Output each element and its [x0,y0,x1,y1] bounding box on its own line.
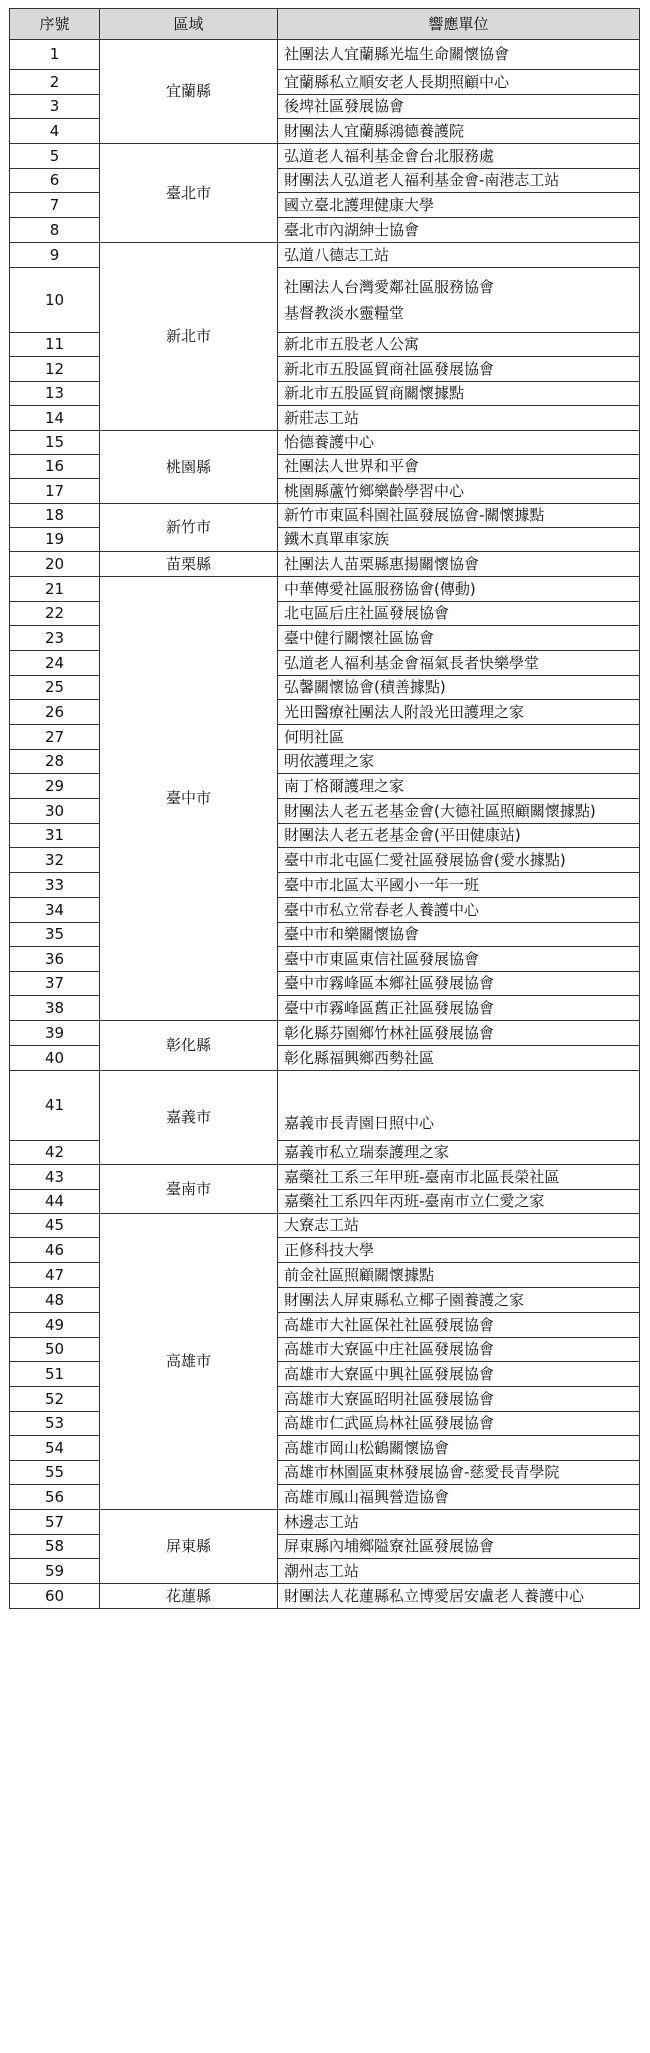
unit-name: 新竹市東區科園社區發展協會-關懷據點 [284,506,545,524]
region-cell: 臺北市 [100,144,278,243]
region-cell: 臺中市 [100,577,278,1021]
unit-name: 怡德養護中心 [284,433,375,451]
unit-cell [278,750,640,774]
unit-name: 臺中市北區太平國小一年一班 [284,875,480,894]
unit-cell [278,676,640,700]
table-row [10,1165,640,1190]
row-number: 11 [10,333,100,357]
row-number: 9 [10,243,100,268]
table-row [10,1214,640,1238]
unit-cell [278,119,640,144]
row-number: 59 [10,1559,100,1584]
unit-cell [278,40,640,70]
unit-name: 社團法人世界和平會 [284,457,420,475]
unit-name: 大寮志工站 [284,1216,360,1234]
row-number: 8 [10,218,100,243]
unit-name: 正修科技大學 [284,1240,375,1259]
unit-cell [278,602,640,626]
unit-name: 彰化縣福興鄉西勢社區 [284,1048,435,1067]
unit-cell [278,824,640,848]
unit-cell [278,873,640,898]
unit-cell [278,406,640,431]
unit-name: 明依護理之家 [284,752,375,770]
unit-name: 財團法人花蓮縣私立博愛居安盧老人養護中心 [284,1586,585,1605]
unit-cell [278,144,640,169]
unit-cell [278,1141,640,1165]
row-number: 58 [10,1535,100,1559]
row-number: 22 [10,602,100,626]
unit-name: 潮州志工站 [284,1561,360,1580]
unit-name: 南丁格爾護理之家 [284,776,405,795]
row-number: 6 [10,169,100,193]
row-number: 12 [10,357,100,382]
row-number: 47 [10,1263,100,1288]
unit-name: 何明社區 [284,727,345,746]
row-number: 7 [10,193,100,218]
row-number: 31 [10,824,100,848]
unit-cell [278,1313,640,1338]
unit-name: 嘉藥社工系四年丙班-臺南市立仁愛之家 [284,1192,545,1210]
unit-cell [278,1021,640,1046]
row-number: 23 [10,626,100,651]
unit-name: 臺中市私立常春老人養護中心 [284,900,480,919]
row-number: 48 [10,1288,100,1313]
row-number: 15 [10,431,100,455]
unit-cell [278,1584,640,1609]
row-number: 26 [10,700,100,725]
row-number: 1 [10,40,100,70]
row-number: 43 [10,1165,100,1190]
unit-name: 高雄市大寮區中庄社區發展協會 [284,1340,495,1358]
unit-cell [278,479,640,504]
unit-cell [278,357,640,382]
row-number: 37 [10,972,100,996]
row-number: 41 [10,1071,100,1141]
unit-cell [278,725,640,750]
unit-name: 臺中市和樂關懷協會 [284,925,420,943]
table-row [10,1510,640,1535]
unit-name: 林邊志工站 [284,1512,360,1531]
unit-cell [278,1046,640,1071]
unit-cell [278,651,640,676]
unit-name: 社團法人台灣愛鄰社區服務協會 [284,278,495,296]
unit-name: 財團法人弘道老人福利基金會-南港志工站 [284,171,560,189]
row-number: 57 [10,1510,100,1535]
unit-name: 臺中市東區東信社區發展協會 [284,949,480,968]
unit-cell [278,169,640,193]
unit-cell [278,504,640,528]
unit-name: 財團法人老五老基金會(平田健康站) [284,826,521,844]
unit-cell [278,268,640,333]
unit-name: 財團法人宜蘭縣鴻德養護院 [284,121,465,140]
row-number: 35 [10,923,100,947]
unit-cell [278,1387,640,1412]
unit-name: 高雄市林園區東林發展協會-慈愛長青學院 [284,1463,560,1481]
row-number: 53 [10,1412,100,1436]
unit-cell [278,1412,640,1436]
row-number: 3 [10,95,100,119]
unit-cell [278,1535,640,1559]
unit-name: 弘馨關懷協會(積善據點) [284,678,446,696]
unit-cell [278,528,640,552]
unit-cell [278,1071,640,1141]
unit-name: 國立臺北護理健康大學 [284,195,435,214]
row-number: 24 [10,651,100,676]
unit-name: 高雄市大社區保社社區發展協會 [284,1315,495,1334]
row-number: 17 [10,479,100,504]
unit-cell [278,799,640,824]
unit-cell [278,431,640,455]
unit-name: 社團法人苗栗縣惠揚關懷協會 [284,554,480,573]
unit-cell [278,1461,640,1485]
unit-cell [278,1338,640,1362]
table-row [10,1584,640,1609]
unit-name: 弘道老人福利基金會福氣長者快樂學堂 [284,653,540,672]
table-row [10,504,640,528]
unit-name: 北屯區后庄社區發展協會 [284,604,450,622]
region-cell: 彰化縣 [100,1021,278,1071]
response-units-table [9,8,640,1609]
row-number: 60 [10,1584,100,1609]
unit-name: 臺中市霧峰區舊正社區發展協會 [284,998,495,1017]
table-row [10,1071,640,1141]
row-number: 54 [10,1436,100,1461]
row-number: 51 [10,1362,100,1387]
row-number: 49 [10,1313,100,1338]
row-number: 4 [10,119,100,144]
unit-cell [278,1190,640,1214]
row-number: 50 [10,1338,100,1362]
region-cell: 嘉義市 [100,1071,278,1165]
unit-name: 基督教淡水靈糧堂 [284,304,405,322]
unit-cell [278,898,640,923]
unit-cell [278,218,640,243]
header-seq: 序號 [10,9,100,40]
table-row [10,431,640,455]
row-number: 30 [10,799,100,824]
header-row [10,9,640,40]
unit-name: 財團法人屏東縣私立椰子園養護之家 [284,1290,525,1309]
row-number: 14 [10,406,100,431]
unit-cell [278,947,640,972]
table-row [10,1021,640,1046]
unit-cell [278,1510,640,1535]
region-cell: 花蓮縣 [100,1584,278,1609]
row-number: 36 [10,947,100,972]
unit-name: 臺中市霧峰區本鄉社區發展協會 [284,974,495,992]
unit-name: 弘道八德志工站 [284,245,390,264]
unit-name: 高雄市鳳山福興營造協會 [284,1487,450,1506]
row-number: 55 [10,1461,100,1485]
unit-cell [278,382,640,406]
row-number: 5 [10,144,100,169]
header-region: 區域 [100,9,278,40]
unit-cell [278,774,640,799]
row-number: 38 [10,996,100,1021]
unit-name: 嘉藥社工系三年甲班-臺南市北區長榮社區 [284,1167,560,1186]
row-number: 52 [10,1387,100,1412]
table-body [10,40,640,1609]
table-row [10,144,640,169]
row-number: 20 [10,552,100,577]
unit-name: 新北市五股老人公寓 [284,335,420,353]
table-row [10,40,640,70]
unit-cell [278,95,640,119]
header-unit: 響應單位 [278,9,640,40]
unit-cell [278,70,640,95]
unit-cell [278,552,640,577]
unit-name: 嘉義市私立瑞泰護理之家 [284,1143,450,1161]
row-number: 34 [10,898,100,923]
table-row [10,552,640,577]
unit-name: 新北市五股區貿商關懷據點 [284,384,465,402]
row-number: 32 [10,848,100,873]
unit-cell [278,577,640,602]
unit-cell [278,1238,640,1263]
row-number: 40 [10,1046,100,1071]
unit-cell [278,972,640,996]
unit-name: 鐵木真單車家族 [284,530,390,548]
unit-name: 彰化縣芬園鄉竹林社區發展協會 [284,1023,495,1042]
region-cell: 桃園縣 [100,431,278,504]
unit-cell [278,1559,640,1584]
unit-cell [278,923,640,947]
region-cell: 宜蘭縣 [100,40,278,144]
row-number: 10 [10,268,100,333]
unit-name: 財團法人老五老基金會(大德社區照顧關懷據點) [284,801,596,820]
unit-name: 高雄市岡山松鶴關懷協會 [284,1438,450,1457]
unit-cell [278,626,640,651]
row-number: 29 [10,774,100,799]
unit-name: 社團法人宜蘭縣光塩生命關懷協會 [284,45,510,63]
row-number: 39 [10,1021,100,1046]
row-number: 56 [10,1485,100,1510]
unit-name: 後埤社區發展協會 [284,97,405,115]
row-number: 42 [10,1141,100,1165]
row-number: 21 [10,577,100,602]
unit-cell [278,333,640,357]
row-number: 46 [10,1238,100,1263]
unit-cell [278,193,640,218]
unit-name: 中華傳愛社區服務協會(傳動) [284,579,476,598]
row-number: 2 [10,70,100,95]
unit-name: 光田醫療社團法人附設光田護理之家 [284,702,525,721]
unit-cell [278,1214,640,1238]
row-number: 28 [10,750,100,774]
row-number: 33 [10,873,100,898]
table-row [10,577,640,602]
unit-name: 臺北市內湖紳士協會 [284,220,420,239]
unit-cell [278,1485,640,1510]
unit-cell [278,700,640,725]
row-number: 16 [10,455,100,479]
row-number: 13 [10,382,100,406]
row-number: 44 [10,1190,100,1214]
unit-name: 高雄市大寮區昭明社區發展協會 [284,1389,495,1408]
unit-cell [278,1436,640,1461]
unit-name: 嘉義市長青園日照中心 [284,1114,435,1132]
region-cell: 屏東縣 [100,1510,278,1584]
unit-cell [278,1362,640,1387]
unit-name: 新莊志工站 [284,408,360,427]
region-cell: 新北市 [100,243,278,431]
row-number: 18 [10,504,100,528]
unit-cell [278,455,640,479]
unit-name: 臺中健行關懷社區協會 [284,628,435,647]
unit-name: 高雄市大寮區中興社區發展協會 [284,1364,495,1383]
region-cell: 苗栗縣 [100,552,278,577]
row-number: 45 [10,1214,100,1238]
unit-name: 屏東縣內埔鄉隘寮社區發展協會 [284,1537,495,1555]
row-number: 27 [10,725,100,750]
region-cell: 高雄市 [100,1214,278,1510]
unit-name: 前金社區照顧關懷據點 [284,1265,435,1284]
unit-cell [278,243,640,268]
unit-name: 高雄市仁武區烏林社區發展協會 [284,1414,495,1432]
unit-cell [278,1263,640,1288]
region-cell: 新竹市 [100,504,278,552]
unit-name: 新北市五股區貿商社區發展協會 [284,359,495,378]
unit-name: 臺中市北屯區仁愛社區發展協會(愛水據點) [284,850,566,869]
unit-name: 弘道老人福利基金會台北服務處 [284,146,495,165]
table-row [10,243,640,268]
unit-cell [278,1165,640,1190]
unit-cell [278,1288,640,1313]
region-cell: 臺南市 [100,1165,278,1214]
unit-name: 桃園縣蘆竹鄉樂齡學習中心 [284,481,465,500]
row-number: 25 [10,676,100,700]
unit-name: 宜蘭縣私立順安老人長期照顧中心 [284,72,510,91]
unit-cell [278,996,640,1021]
unit-cell [278,848,640,873]
row-number: 19 [10,528,100,552]
